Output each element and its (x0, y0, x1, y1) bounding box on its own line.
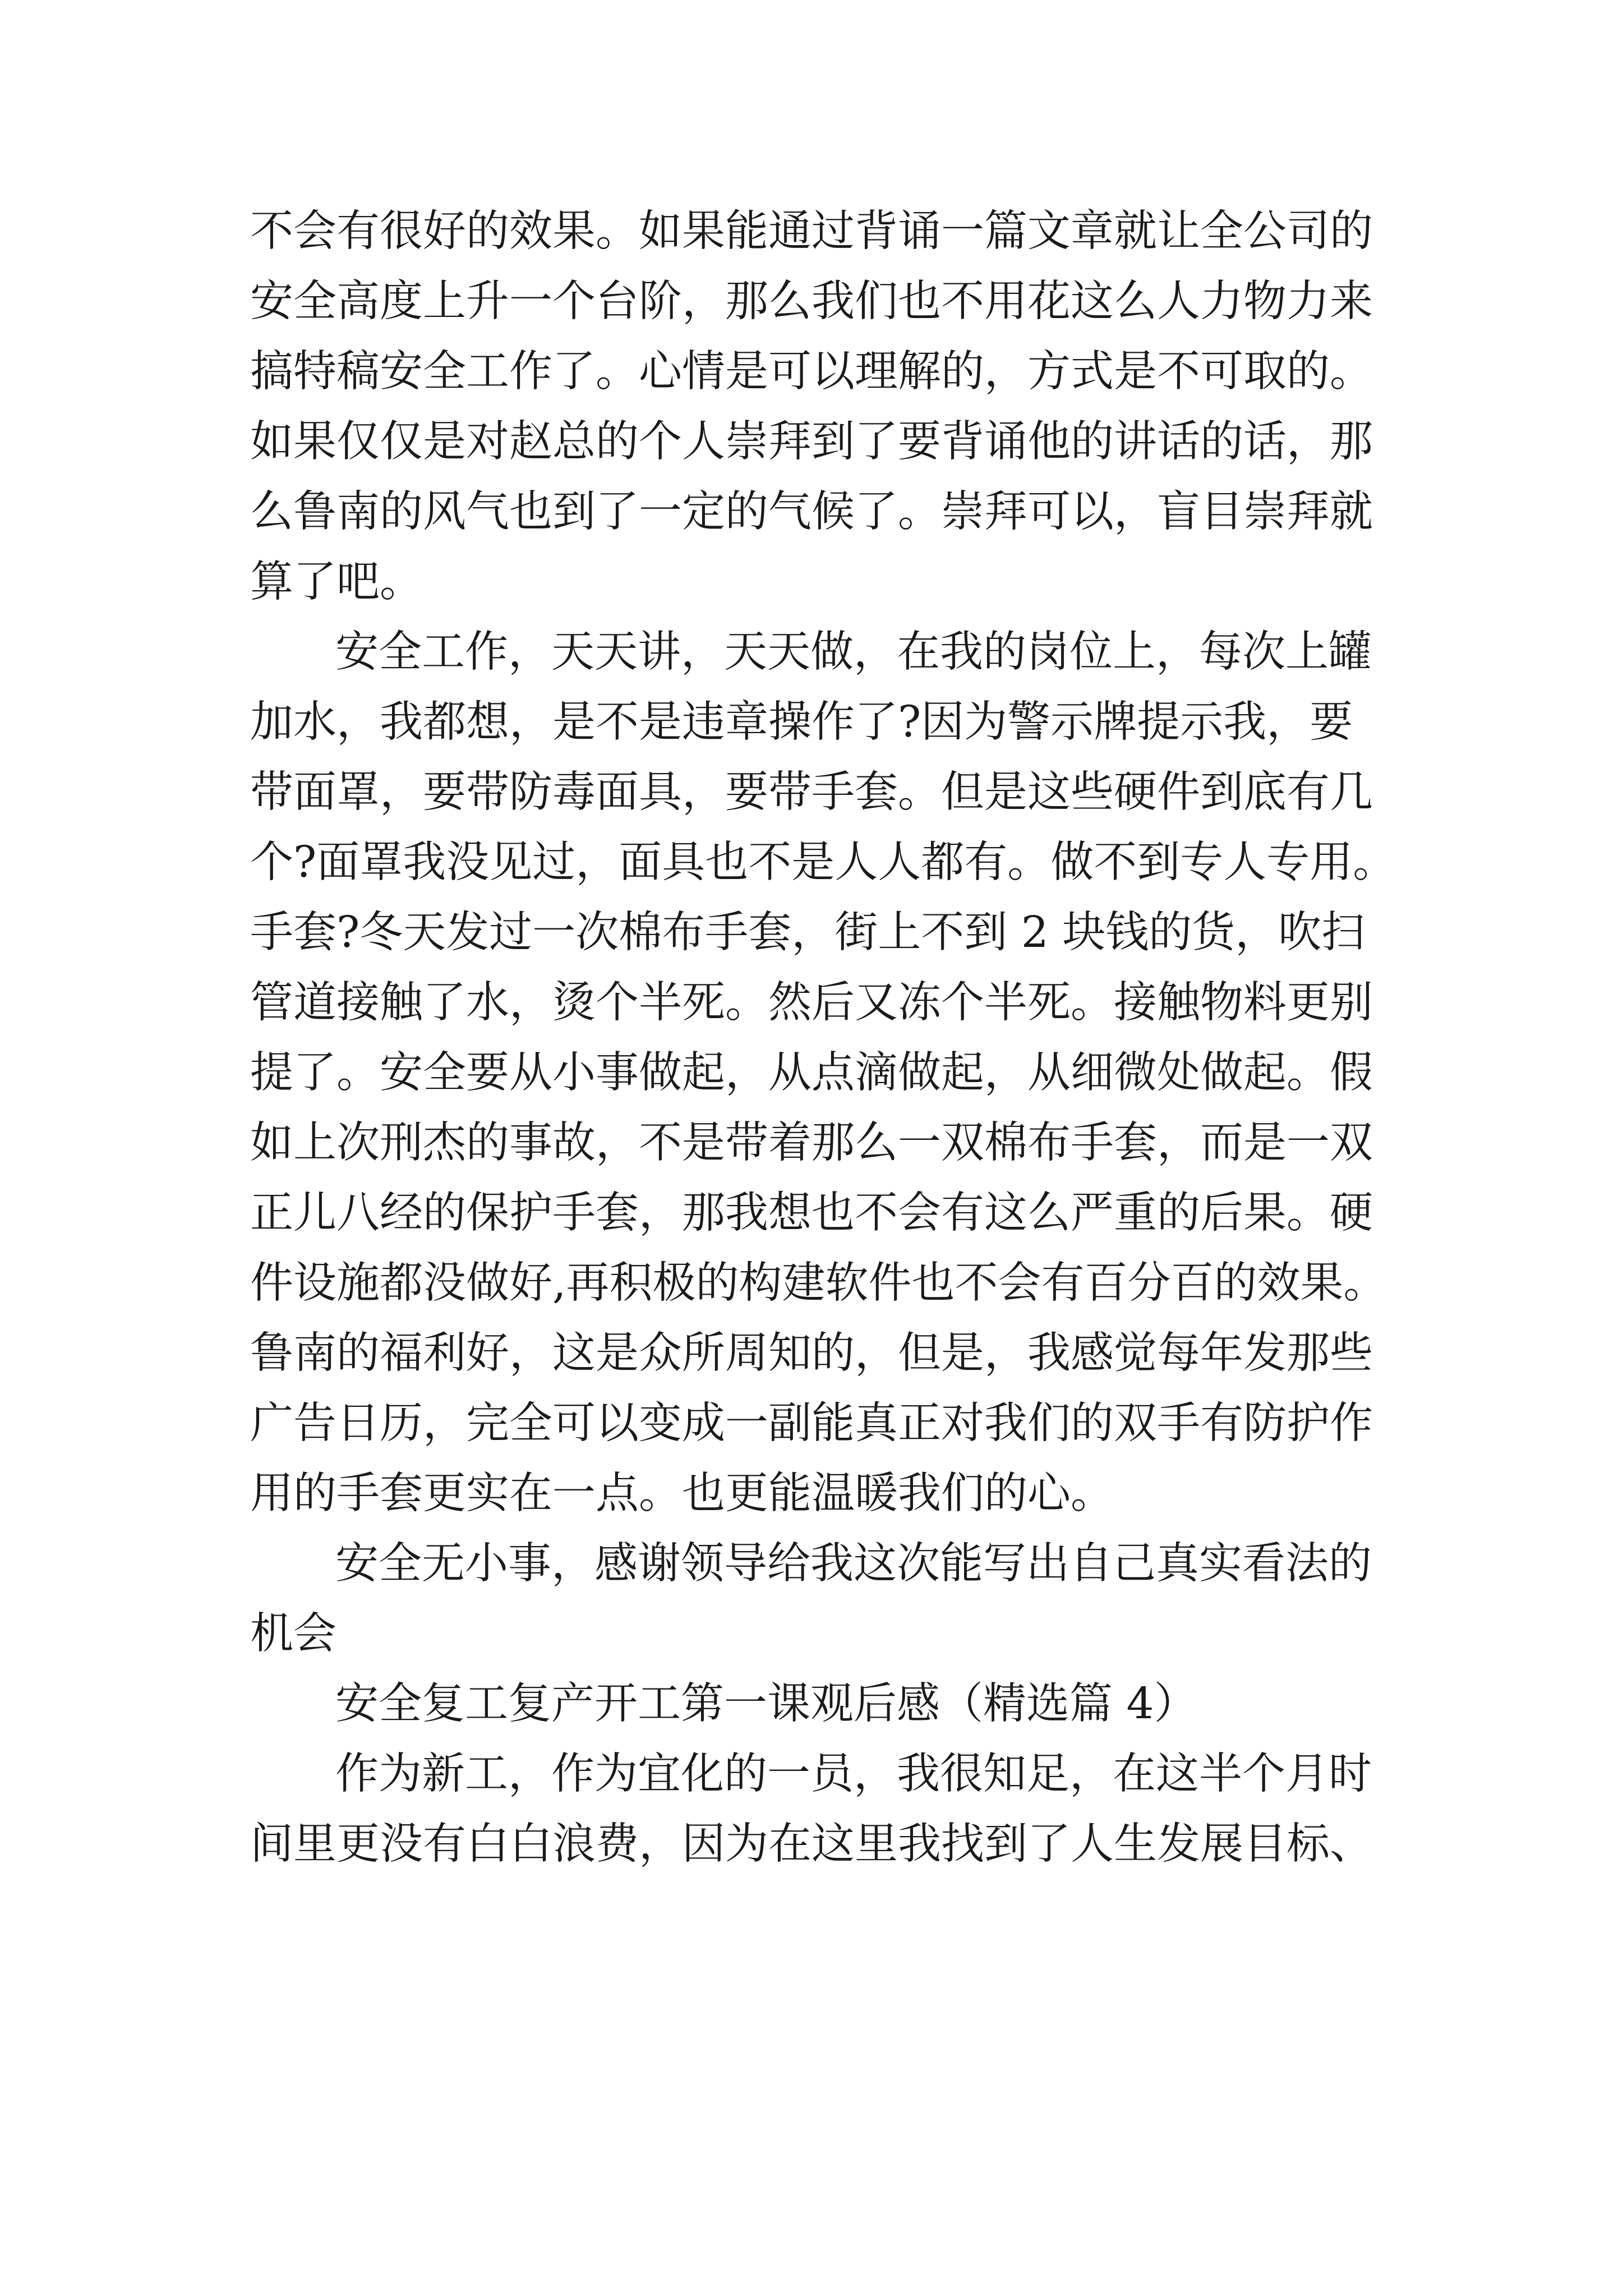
section-heading: 安全复工复产开工第一课观后感（精选篇 4） (335, 1679, 1197, 1729)
text-line: 么鲁南的风气也到了一定的气候了。崇拜可以，盲目崇拜就 (250, 487, 1373, 537)
text-line: 管道接触了水，烫个半死。然后又冻个半死。接触物料更别 (250, 978, 1373, 1028)
paragraph-first-line: 安全无小事，感谢领导给我这次能写出自己真实看法的 (335, 1539, 1372, 1589)
text-line: 算了吧。 (250, 557, 423, 607)
text-line: 广告日历，完全可以变成一副能真正对我们的双手有防护作 (250, 1398, 1373, 1448)
text-line: 手套?冬天发过一次棉布手套，街上不到 2 块钱的货，吹扫 (250, 908, 1365, 958)
paragraph-first-line: 安全工作，天天讲，天天做，在我的岗位上，每次上罐 (335, 627, 1372, 677)
text-line: 不会有很好的效果。如果能通过背诵一篇文章就让全公司的 (250, 206, 1373, 256)
text-line: 个?面罩我没见过，面具也不是人人都有。做不到专人专用。 (250, 838, 1396, 887)
text-line: 机会 (250, 1609, 336, 1659)
text-line: 加水，我都想，是不是违章操作了?因为警示牌提示我，要 (250, 697, 1353, 747)
text-line: 间里更没有白白浪费，因为在这里我找到了人生发展目标、 (250, 1819, 1373, 1869)
text-line: 搞特稿安全工作了。心情是可以理解的，方式是不可取的。 (250, 347, 1373, 397)
text-line: 正儿八经的保护手套，那我想也不会有这么严重的后果。硬 (250, 1188, 1373, 1238)
text-line: 件设施都没做好,再积极的构建软件也不会有百分百的效果。 (250, 1258, 1387, 1308)
text-line: 如果仅仅是对赵总的个人崇拜到了要背诵他的讲话的话，那 (250, 417, 1373, 467)
text-line: 鲁南的福利好，这是众所周知的，但是，我感觉每年发那些 (250, 1328, 1373, 1378)
text-line: 提了。安全要从小事做起，从点滴做起，从细微处做起。假 (250, 1048, 1373, 1098)
text-line: 如上次刑杰的事故，不是带着那么一双棉布手套，而是一双 (250, 1118, 1373, 1168)
text-line: 带面罩，要带防毒面具，要带手套。但是这些硬件到底有几 (250, 767, 1373, 817)
text-line: 安全高度上升一个台阶，那么我们也不用花这么人力物力来 (250, 277, 1373, 326)
paragraph-first-line: 作为新工，作为宜化的一员，我很知足，在这半个月时 (335, 1749, 1372, 1799)
text-line: 用的手套更实在一点。也更能温暖我们的心。 (250, 1469, 1114, 1519)
